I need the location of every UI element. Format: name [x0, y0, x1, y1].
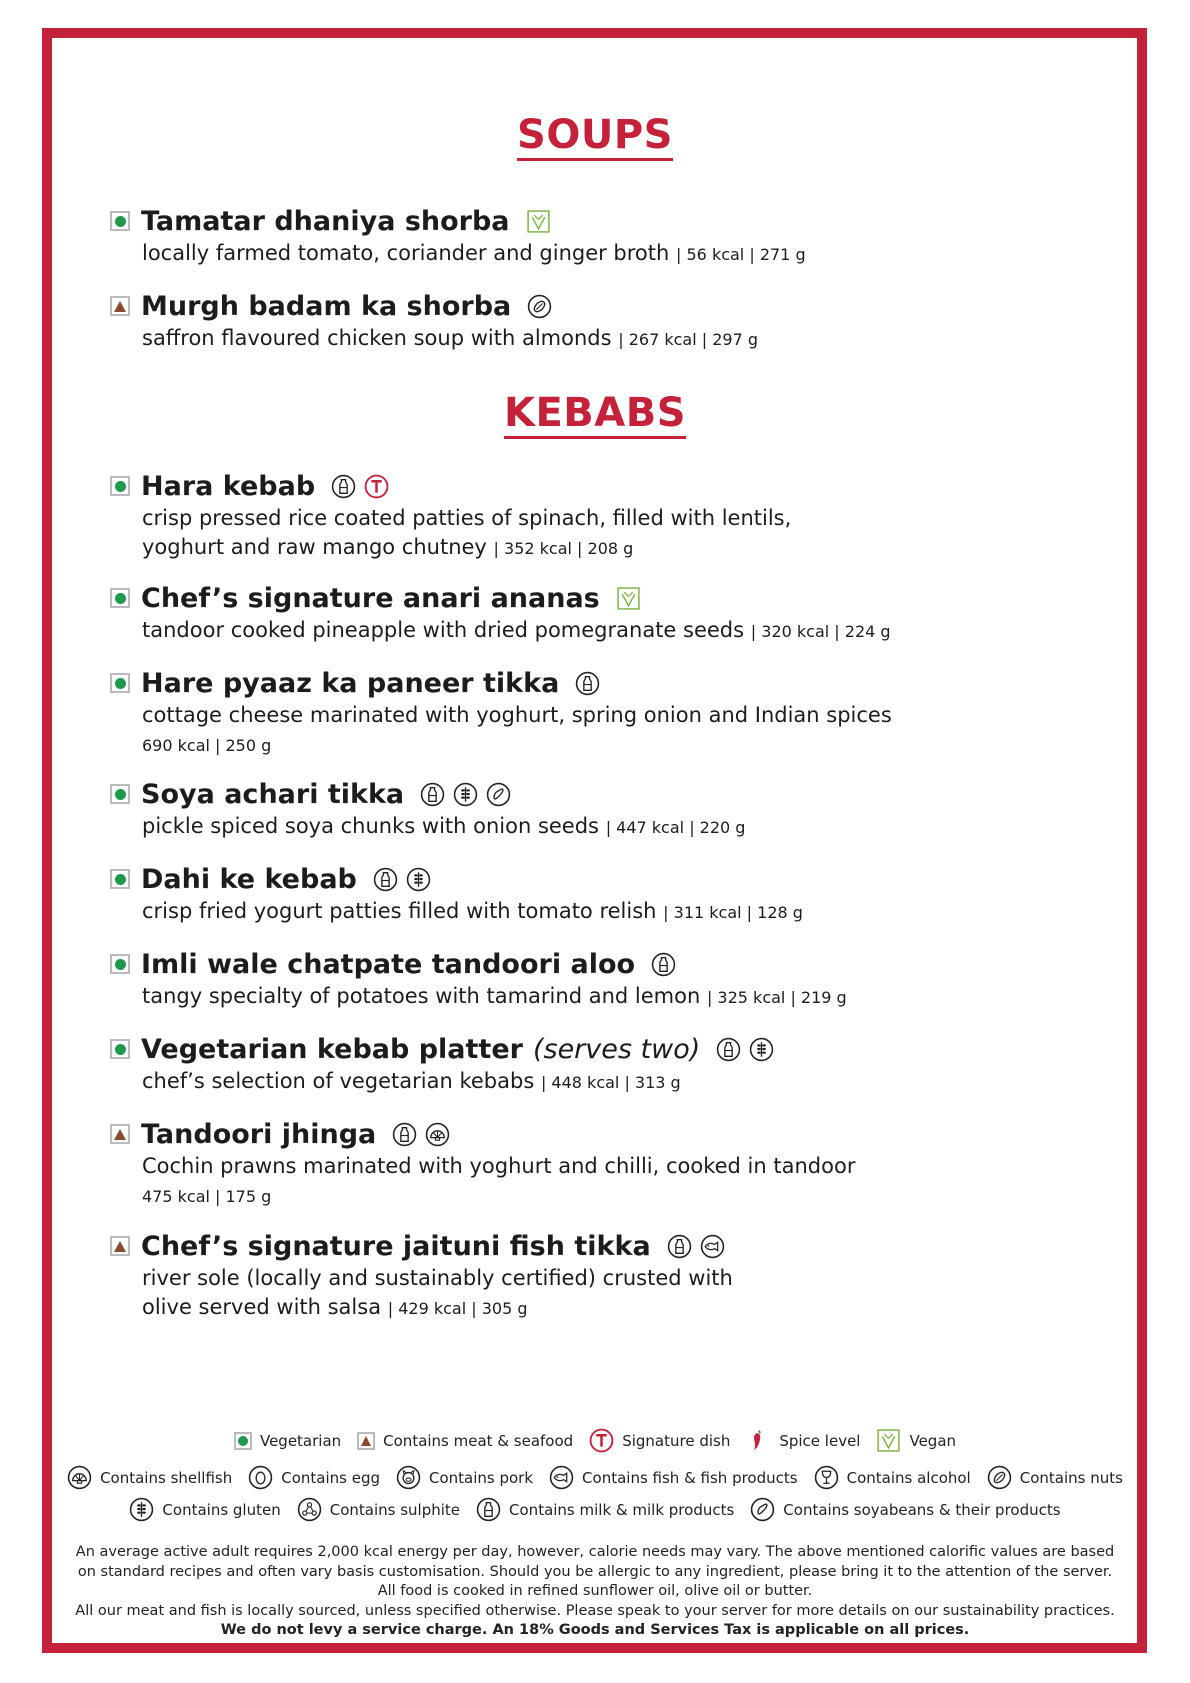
milk-icon: [420, 782, 445, 807]
menu-item: [110, 468, 1110, 563]
footer-line: on standard recipes and often vary basis customisation. Should you be allergic to any ingredient, please bring it to the attention of the server.: [77, 1563, 1113, 1580]
legend-row-2: [0, 1465, 1190, 1490]
vegetarian-icon: [110, 211, 130, 231]
legend-row-3: [0, 1497, 1190, 1522]
item-nutrition: 475 kcal | 175 g: [142, 1187, 272, 1206]
item-description: pickle spiced soya chunks with onion seeds: [142, 814, 599, 838]
vegan-icon: [526, 209, 551, 234]
legend-label: Contains fish & fish products: [582, 1468, 798, 1487]
meat-seafood-icon: [110, 296, 130, 316]
item-name: Murgh badam ka shorba: [141, 290, 512, 322]
meat-seafood-icon: [357, 1432, 375, 1450]
item-name: Imli wale chatpate tandoori aloo: [141, 948, 636, 980]
legend-label: Contains alcohol: [846, 1468, 971, 1487]
menu-item: [110, 665, 1110, 760]
footer-notes: [60, 1543, 1130, 1641]
item-description: Cochin prawns marinated with yoghurt and chilli, cooked in tandoor: [142, 1154, 856, 1178]
item-nutrition: | 311 kcal | 128 g: [663, 903, 803, 922]
item-name: Hara kebab: [141, 470, 316, 502]
egg-icon: [248, 1465, 273, 1490]
gluten-icon: [406, 867, 431, 892]
legend-label: Signature dish: [622, 1431, 731, 1450]
menu-item: [110, 946, 1110, 1012]
milk-icon: [651, 952, 676, 977]
section-title-kebabs: KEBABS: [0, 390, 1190, 439]
legend-label: Contains shellfish: [100, 1468, 233, 1487]
signature-dish-icon: [589, 1428, 614, 1453]
item-description: yoghurt and raw mango chutney: [142, 535, 487, 559]
legend-label: Contains egg: [281, 1468, 380, 1487]
vegetarian-icon: [110, 588, 130, 608]
item-nutrition: | 320 kcal | 224 g: [750, 622, 891, 641]
legend-label: Contains soyabeans & their products: [783, 1500, 1061, 1519]
vegetarian-icon: [234, 1432, 252, 1450]
vegetarian-icon: [110, 784, 130, 804]
footer-line: All our meat and fish is locally sourced, unless specified otherwise. Please speak to your server for more details on our sustainability practices.: [75, 1602, 1115, 1619]
item-description: crisp pressed rice coated patties of spinach, filled with lentils,: [142, 506, 792, 530]
item-name: Tandoori jhinga: [141, 1118, 377, 1150]
footer-tax-note: We do not levy a service charge. An 18% Goods and Services Tax is applicable on all prices.: [220, 1622, 970, 1638]
item-description: crisp fried yogurt patties filled with tomato relish: [142, 899, 657, 923]
item-nutrition: | 56 kcal | 271 g: [676, 245, 806, 264]
item-nutrition: | 352 kcal | 208 g: [493, 539, 634, 558]
menu-item: [110, 1031, 1110, 1097]
item-name: Dahi ke kebab: [141, 863, 357, 895]
item-name: Tamatar dhaniya shorba: [141, 205, 510, 237]
item-description: tangy specialty of potatoes with tamarind and lemon: [142, 984, 701, 1008]
menu-item: [110, 203, 1110, 269]
gluten-icon: [129, 1497, 154, 1522]
menu-item: [110, 580, 1110, 646]
fish-icon: [549, 1465, 574, 1490]
item-nutrition: | 325 kcal | 219 g: [706, 988, 847, 1007]
item-description: tandoor cooked pineapple with dried pomegranate seeds: [142, 618, 745, 642]
vegetarian-icon: [110, 476, 130, 496]
legend-label: Spice level: [779, 1431, 861, 1450]
item-description: cottage cheese marinated with yoghurt, spring onion and Indian spices: [142, 703, 892, 727]
vegan-icon: [616, 586, 641, 611]
legend-label: Contains nuts: [1019, 1468, 1123, 1487]
vegetarian-icon: [110, 673, 130, 693]
legend-label: Contains meat & seafood: [383, 1431, 574, 1450]
item-description: river sole (locally and sustainably certified) crusted with: [142, 1266, 733, 1290]
item-name: Soya achari tikka: [141, 778, 405, 810]
footer-line: All food is cooked in refined sunflower oil, olive oil or butter.: [377, 1583, 813, 1599]
item-name: Chef’s signature anari ananas: [141, 582, 600, 614]
milk-icon: [373, 867, 398, 892]
item-nutrition: | 267 kcal | 297 g: [618, 330, 758, 349]
item-serves: (serves two): [532, 1033, 701, 1065]
legend-row-1: [0, 1428, 1190, 1453]
section-title-soups: SOUPS: [0, 112, 1190, 161]
legend-label: Vegetarian: [259, 1431, 342, 1450]
legend-label: Contains gluten: [162, 1500, 281, 1519]
meat-seafood-icon: [110, 1236, 130, 1256]
nuts-icon: [527, 294, 552, 319]
item-description: chef’s selection of vegetarian kebabs: [142, 1069, 535, 1093]
gluten-icon: [453, 782, 478, 807]
item-nutrition: | 447 kcal | 220 g: [605, 818, 746, 837]
meat-seafood-icon: [110, 1124, 130, 1144]
footer-line: An average active adult requires 2,000 kcal energy per day, however, calorie needs may vary. The above mentioned calorific values are based: [75, 1544, 1115, 1560]
legend-label: Contains sulphite: [329, 1500, 461, 1519]
vegan-icon: [876, 1428, 901, 1453]
shellfish-icon: [425, 1122, 450, 1147]
item-nutrition: | 448 kcal | 313 g: [540, 1073, 681, 1092]
menu-item: [110, 1228, 1110, 1323]
vegetarian-icon: [110, 954, 130, 974]
milk-icon: [476, 1497, 501, 1522]
milk-icon: [331, 474, 356, 499]
milk-icon: [716, 1037, 741, 1062]
legend-label: Vegan: [909, 1431, 957, 1450]
item-description: olive served with salsa: [142, 1295, 382, 1319]
nuts-icon: [987, 1465, 1012, 1490]
menu-item: [110, 861, 1110, 927]
legend-label: Contains pork: [429, 1468, 534, 1487]
menu-item: [110, 776, 1110, 842]
item-nutrition: | 429 kcal | 305 g: [387, 1299, 528, 1318]
soya-icon: [750, 1497, 775, 1522]
menu-item: [110, 1116, 1110, 1211]
menu-item: [110, 288, 1110, 354]
alcohol-icon: [814, 1465, 839, 1490]
signature-dish-icon: [364, 474, 389, 499]
item-nutrition: 690 kcal | 250 g: [142, 736, 272, 755]
fish-icon: [700, 1234, 725, 1259]
milk-icon: [667, 1234, 692, 1259]
vegetarian-icon: [110, 1039, 130, 1059]
gluten-icon: [749, 1037, 774, 1062]
milk-icon: [575, 671, 600, 696]
pork-icon: [396, 1465, 421, 1490]
soya-icon: [486, 782, 511, 807]
shellfish-icon: [67, 1465, 92, 1490]
item-description: locally farmed tomato, coriander and ginger broth: [142, 241, 670, 265]
sulphite-icon: [297, 1497, 322, 1522]
legend-label: Contains milk & milk products: [509, 1500, 735, 1519]
item-name: Vegetarian kebab platter: [141, 1033, 523, 1065]
item-description: saffron flavoured chicken soup with almonds: [142, 326, 612, 350]
milk-icon: [392, 1122, 417, 1147]
chilli-icon: [746, 1428, 771, 1453]
item-name: Hare pyaaz ka paneer tikka: [141, 667, 560, 699]
vegetarian-icon: [110, 869, 130, 889]
item-name: Chef’s signature jaituni fish tikka: [141, 1230, 651, 1262]
